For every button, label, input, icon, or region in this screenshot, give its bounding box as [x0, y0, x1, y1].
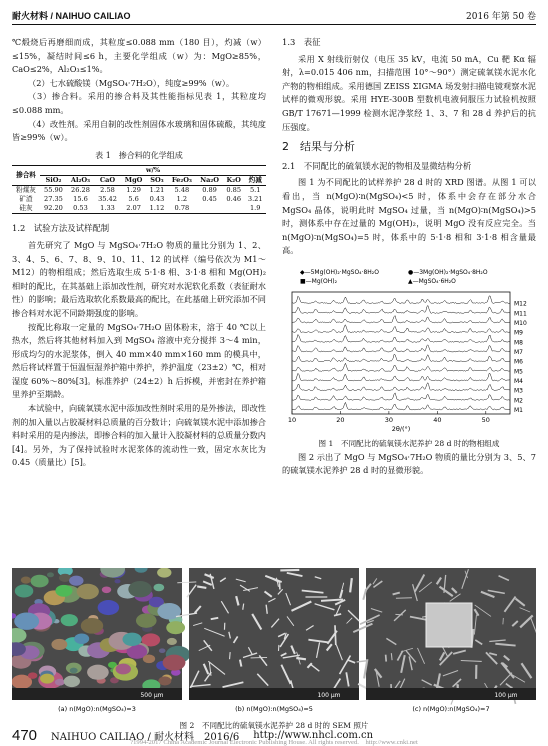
- sem-needle: [211, 618, 219, 619]
- sem-grain: [143, 655, 155, 664]
- issue-info: 2016 年第 50 卷: [466, 9, 536, 22]
- xrd-svg: [282, 262, 536, 434]
- table-cell: 粉煤灰: [12, 186, 40, 196]
- table-header-cell: Na₂O: [196, 176, 223, 186]
- sem-grain: [64, 676, 80, 687]
- table-cell: 1.12: [146, 204, 167, 214]
- table-cell: 26.28: [67, 186, 94, 196]
- xrd-series-line: [292, 402, 510, 410]
- subsection-heading: 2.1 不同配比的硫氧镁水泥的物相及显微结构分析: [282, 160, 536, 174]
- sem-grain: [74, 633, 89, 644]
- table-cell: 1.21: [146, 186, 167, 196]
- xrd-series-line: [292, 334, 510, 342]
- table-cell: 27.35: [40, 195, 67, 204]
- section-heading: 2 结果与分析: [282, 140, 536, 154]
- table-cell: 55.90: [40, 186, 67, 196]
- footer-url: http://www.nhcl.com.cn: [253, 730, 373, 741]
- sem-grain: [55, 679, 65, 686]
- sem-grain: [15, 585, 33, 598]
- series-label: M12: [514, 301, 527, 308]
- legend-entry: ■—Mg(OH)₂: [300, 278, 338, 285]
- sem-grain: [122, 633, 141, 646]
- table-row: [12, 186, 266, 196]
- xrd-series-line: [292, 383, 510, 391]
- sem-grain: [98, 600, 119, 615]
- table-cell: 3.21: [244, 195, 266, 204]
- sem-caption: 图 2 不同配比的硫氧镁水泥养护 28 d 时的 SEM 照片: [12, 720, 536, 731]
- sem-scale-label: 500 μm: [140, 692, 163, 699]
- xrd-series-line: [292, 373, 510, 381]
- left-column: [12, 36, 266, 470]
- table-cell: [223, 204, 244, 214]
- table-caption: 表 1 掺合料的化学组成: [12, 149, 266, 163]
- right-column: [282, 36, 536, 478]
- sem-grain: [157, 568, 171, 578]
- table-header-cell: CaO: [94, 176, 121, 186]
- series-label: M6: [514, 359, 523, 366]
- x-tick-label: 20: [336, 416, 344, 424]
- sem-panel-label: (a) n(MgO):n(MgSO₄)=3: [58, 705, 136, 713]
- table-cell: 2.07: [121, 204, 146, 214]
- series-label: M1: [514, 407, 523, 414]
- xrd-series-line: [292, 305, 510, 313]
- series-label: M2: [514, 397, 523, 404]
- xrd-series-line: [292, 316, 510, 323]
- table-header-cell: 掺合料: [12, 166, 40, 186]
- sem-grain: [55, 585, 72, 597]
- x-tick-label: 10: [288, 416, 296, 424]
- table-cell: 矿渣: [12, 195, 40, 204]
- sem-grain: [28, 672, 37, 679]
- sem-needle: [197, 586, 206, 588]
- legend-entry: ●—3Mg(OH)₂·MgSO₄·8H₂O: [408, 269, 488, 276]
- paragraph: 图 1 为不同配比的试样养护 28 d 时的 XRD 图谱。从图 1 可以看出，当 n(MgO)∶n(MgSO₄)<5 时，体系中会存在部分水合 MgSO₄ 晶体，说明此时 MgSO₄ 过量，当 n(MgO)∶n(MgSO₄)>5 时，测体系中存在过量的 Mg(OH)₂，说明 MgO 没有反应完全。当 n(MgO)∶n(MgSO₄)=5 时，体系中的 5·1·8 相和 3·1·8 相含量最高。: [282, 176, 536, 258]
- sem-grain: [77, 584, 99, 600]
- header-rule: [12, 24, 536, 25]
- paragraph: ℃煅烧后再磨细而成，其粒度≤0.088 mm（180 目），灼减（w）≤15%，凝结时间≤6 h，主要化学组成（w）为：MgO≥85%，CaO≤2%，Al₂O₃≤1%。: [12, 36, 266, 77]
- sem-grain: [81, 618, 103, 634]
- series-label: M10: [514, 320, 527, 327]
- sem-grain: [21, 577, 31, 584]
- table-cell: 0.85: [223, 186, 244, 196]
- x-tick-label: 50: [482, 416, 490, 424]
- table-cell: 15.6: [67, 195, 94, 204]
- x-tick-label: 30: [385, 416, 393, 424]
- sem-grain: [87, 665, 109, 680]
- sem-grain: [163, 655, 186, 671]
- xrd-chart: [282, 262, 536, 434]
- series-label: M3: [514, 388, 523, 395]
- sem-needle: [335, 625, 336, 645]
- sem-needle: [386, 655, 387, 662]
- copyright: ?1994-2017 China Academic Journal Electronic Publishing House. All rights reserved. http://www.cnki.net: [0, 736, 548, 746]
- paragraph: 图 2 示出了 MgO 与 MgSO₄·7H₂O 物质的量比分别为 3、5、7 的硫氧镁水泥养护 28 d 时的显微形貌。: [282, 451, 536, 478]
- section-heading: 1.3 表征: [282, 36, 536, 50]
- table-cell: 35.42: [94, 195, 121, 204]
- paragraph: （3）掺合料。采用的掺合料及其性能指标见表 1，其粒度均≤0.088 mm。: [12, 90, 266, 117]
- table-row: [12, 195, 266, 204]
- legend-entry: ▲—MgSO₄·6H₂O: [408, 278, 456, 285]
- sem-grain: [114, 579, 120, 583]
- sem-grain: [61, 614, 78, 626]
- xrd-series-line: [292, 393, 510, 400]
- page-number: 470: [12, 727, 37, 744]
- sem-needle: [230, 652, 231, 659]
- sem-panel-label: (b) n(MgO):n(MgSO₄)=5: [235, 705, 313, 713]
- table-cell: 0.45: [196, 195, 223, 204]
- sem-panel-label: (c) n(MgO):n(MgSO₄)=7: [412, 705, 489, 713]
- legend-entry: ◆—5Mg(OH)₂·MgSO₄·8H₂O: [300, 269, 379, 276]
- sem-grain: [40, 674, 54, 684]
- sem-scale-label: 100 μm: [317, 692, 340, 699]
- sem-scale-label: 100 μm: [494, 692, 517, 699]
- sem-grain: [51, 639, 67, 650]
- table-cell: 1.29: [121, 186, 146, 196]
- sem-grain: [154, 584, 165, 591]
- paragraph: 本试验中，向硫氧镁水泥中添加改性剂时采用的是外掺法，即改性剂的加入量以占胶凝材料总质量的百分数计；向硫氧镁水泥中添加掺合料时采用的是内掺法，即掺合料的加入量计入胶凝材料的总质量分数内[4]。另外，为了保持试验时水泥浆体的流动性一致，固定水灰比为 0.45（质量比）[5]。: [12, 402, 266, 470]
- table-unit: w/%: [40, 166, 266, 176]
- xrd-series-line: [292, 345, 510, 352]
- table-header-cell: SiO₂: [40, 176, 67, 186]
- x-axis-label: 2θ/(°): [392, 425, 411, 433]
- sem-plate: [426, 603, 472, 647]
- series-label: M11: [514, 310, 527, 317]
- table-header-cell: Al₂O₃: [67, 176, 94, 186]
- xrd-series-line: [292, 354, 510, 361]
- sem-grain: [159, 648, 166, 653]
- sem-grain: [102, 586, 111, 593]
- table-cell: 5.1: [244, 186, 266, 196]
- table-header-cell: 灼减: [244, 176, 266, 186]
- sem-needle: [391, 653, 392, 660]
- sem-grain: [167, 638, 177, 645]
- table-cell: 2.58: [94, 186, 121, 196]
- sem-grain: [116, 664, 131, 675]
- table-cell: 0.46: [223, 195, 244, 204]
- table-header-cell: K₂O: [223, 176, 244, 186]
- table-cell: 硅灰: [12, 204, 40, 214]
- table-cell: 0.53: [67, 204, 94, 214]
- series-label: M8: [514, 339, 523, 346]
- paragraph: 采用 X 射线衍射仪（电压 35 kV，电流 50 mA，Cu 靶 Kα 辐射，λ=0.015 406 nm，扫描范围 10°～90°）测定硫氧镁水泥水化产物的物相组成。采用德国 ZEISS ΣIGMA 场发射扫描电镜观察水泥试样的微观形貌。采用 HYE-300B 型数机电液伺服压力试验机按照 GB/T 17671—1999 检测水泥净浆经 1、3、7 和 28 d 养护后的抗压强度。: [282, 53, 536, 135]
- sem-grain: [166, 621, 185, 634]
- plot-frame: [292, 292, 510, 414]
- sem-grain: [31, 575, 49, 588]
- table-cell: 0.78: [168, 204, 196, 214]
- sem-grain: [157, 603, 181, 620]
- admixture-table: [12, 165, 266, 214]
- table-header-cell: Fe₂O₃: [168, 176, 196, 186]
- xrd-series-line: [292, 325, 510, 333]
- x-tick-label: 40: [433, 416, 441, 424]
- journal-name: 耐火材料 / NAIHUO CAILIAO: [12, 9, 131, 22]
- sem-svg: [12, 568, 536, 718]
- sem-figure: [12, 568, 536, 718]
- series-label: M4: [514, 378, 523, 385]
- table-cell: [196, 204, 223, 214]
- table-cell: 5.6: [121, 195, 146, 204]
- table-header-cell: MgO: [121, 176, 146, 186]
- table-row: [12, 204, 266, 214]
- table-cell: 92.20: [40, 204, 67, 214]
- sem-needle: [296, 658, 306, 659]
- paragraph: （2）七水硫酸镁（MgSO₄·7H₂O），纯度≥99%（w）。: [12, 77, 266, 91]
- page-header: [12, 8, 536, 22]
- table-cell: 5.48: [168, 186, 196, 196]
- xrd-series-line: [292, 296, 510, 304]
- table-cell: 0.89: [196, 186, 223, 196]
- paragraph: 首先研究了 MgO 与 MgSO₄·7H₂O 物质的量比分别为 1、2、3、4、5、6、7、8、9、10、11、12 的试样（编号依次为 M1～M12）的物相组成；然后选取生成 5·1·8 相、3·1·8 相和 Mg(OH)₂ 相时的配比，在其基础上添加改性剂，研究对水泥软化系数（表征耐水性）的影响；最后选取软化系数最高的配比，在此基础上研究添加不同掺合料对水泥不同龄期强度的影响。: [12, 239, 266, 321]
- section-heading: 1.2 试验方法及试样配制: [12, 222, 266, 236]
- sem-grain: [69, 576, 83, 586]
- sem-grain: [158, 676, 171, 685]
- figure-caption: 图 1 不同配比的硫氧镁水泥养护 28 d 时的物相组成: [282, 437, 536, 451]
- sem-grain: [14, 612, 39, 629]
- series-label: M9: [514, 330, 523, 337]
- table-cell: 1.9: [244, 204, 266, 214]
- series-label: M7: [514, 349, 523, 356]
- footer-journal: NAIHUO CAILIAO / 耐火材料 2016/6: [51, 728, 239, 743]
- table-cell: 1.2: [168, 195, 196, 204]
- series-label: M5: [514, 368, 523, 375]
- sem-grain: [70, 668, 78, 674]
- sem-grain: [128, 581, 151, 597]
- paragraph: （4）改性剂。采用自制的改性剂固体水玻璃和固体硫酸，其纯度皆≥99%（w）。: [12, 118, 266, 145]
- table-cell: 1.33: [94, 204, 121, 214]
- sem-grain: [47, 572, 54, 577]
- xrd-series-line: [292, 363, 510, 371]
- paragraph: 按配比称取一定量的 MgSO₄·7H₂O 固体粉末，溶于 40 ℃以上热水，然后将其他材料加入到 MgSO₄ 溶液中充分搅拌 3～4 min，形成均匀的水泥浆体，倒入 40 mm×40 mm×160 mm 的模具中，然后将试样置于恒温恒湿养护箱中养护，养护温度（23±2）℃，相对湿度 60%～80%[3]。标准养护（24±2）h 后拆模，并密封在养护箱里养护至期龄。: [12, 321, 266, 403]
- sem-needle: [240, 660, 241, 667]
- table-cell: 0.43: [146, 195, 167, 204]
- sem-grain: [136, 613, 157, 627]
- table-header-cell: SO₃: [146, 176, 167, 186]
